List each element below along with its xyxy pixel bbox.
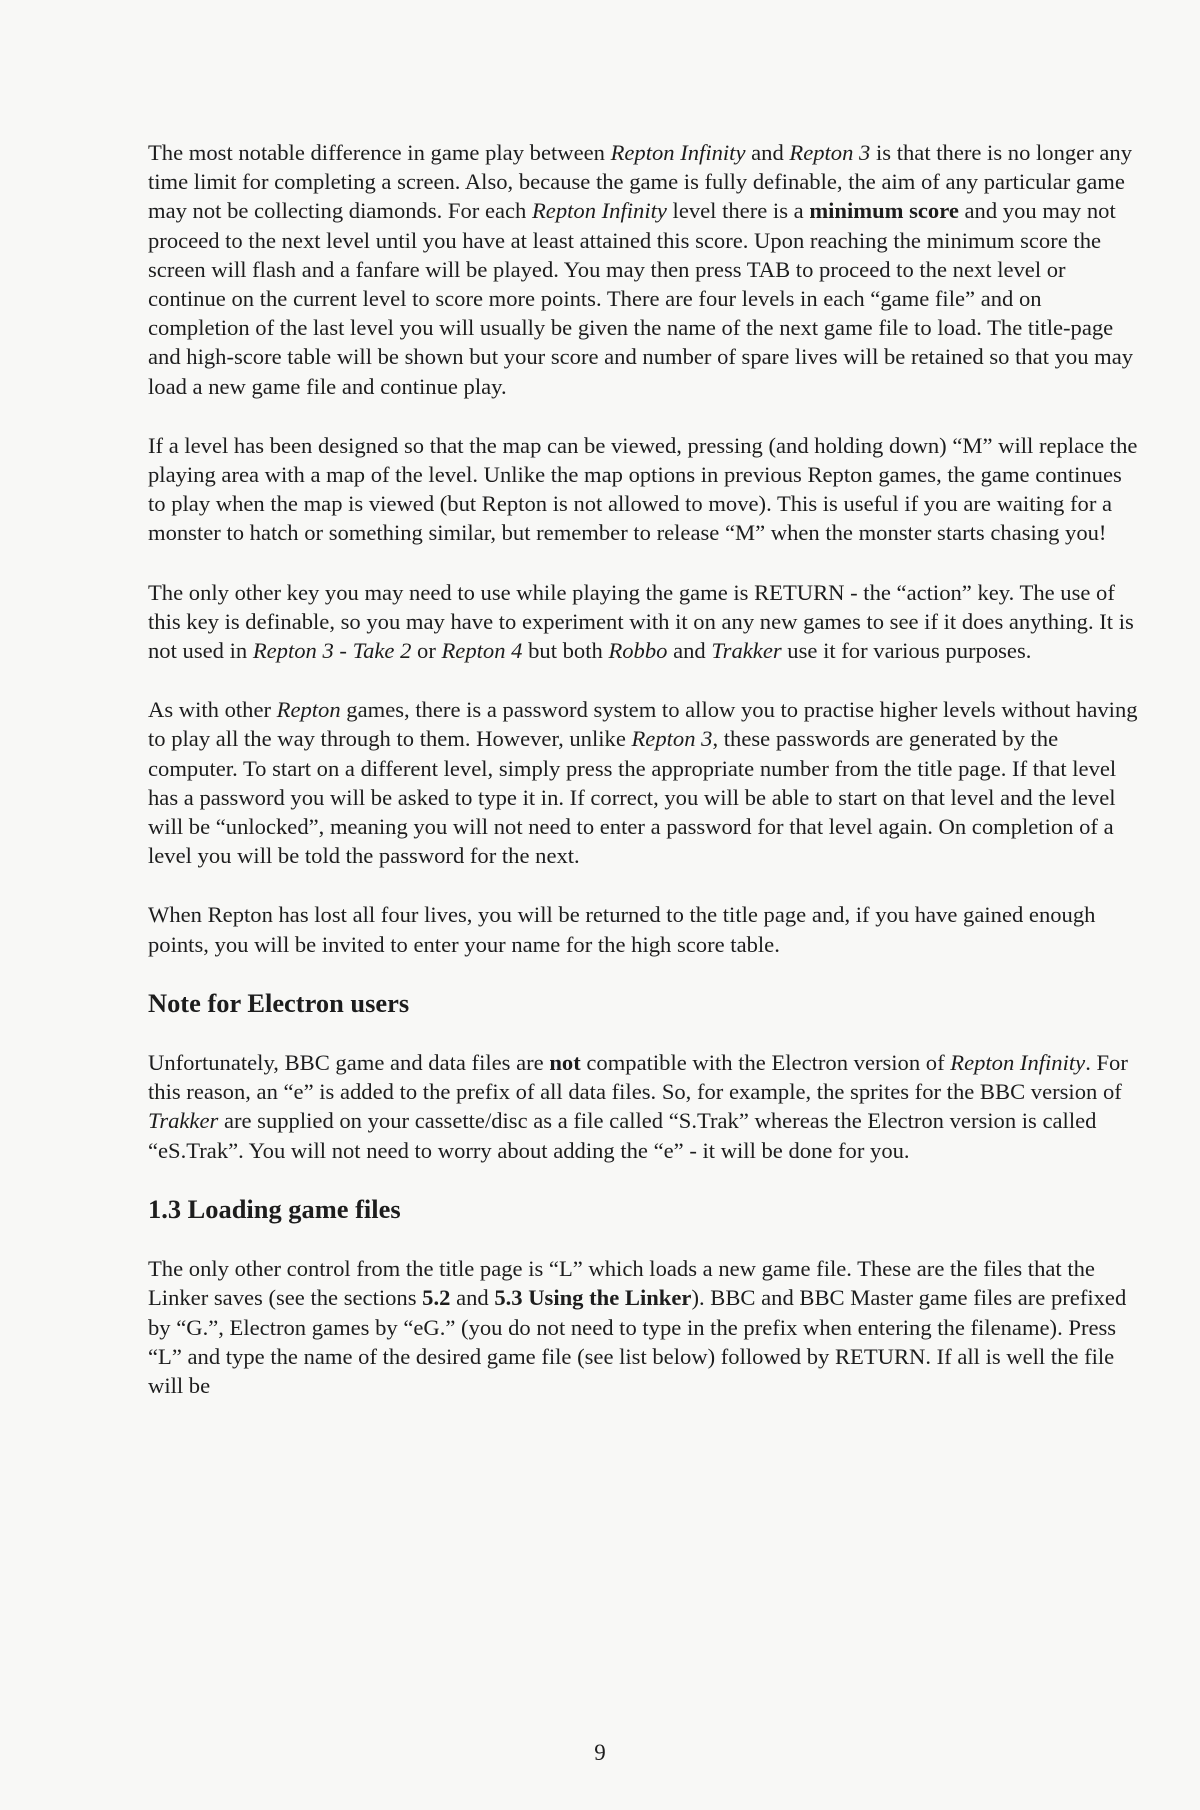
italic-title-text: Repton Infinity [532, 198, 667, 224]
paragraph-lives-lost: When Repton has lost all four lives, you will be returned to the title page and, if you have gained enough points, you will be invited to enter your name for the high score table. [148, 902, 1096, 957]
italic-title-text: Repton 3 [631, 726, 713, 752]
italic-title-text: Repton [276, 697, 341, 723]
paragraph-action-key: The only other key you may need to use while playing the game is RETURN - the “action” key. The use of this key is definable, so you may have to experiment with it on any new games to see if it does anything. It is not used in Repton 3 - Take 2 or Repton 4 but both Robbo and Trakker use it for various purposes. [148, 579, 1134, 664]
italic-title-text: Repton Infinity [610, 140, 746, 165]
paragraph-loading-files: The only other control from the title page is “L” which loads a new game file. These are the files that the Linker saves (see the sections 5.2 and 5.3 Using the Linker). BBC and BBC Master game files are prefixed by “G.”, Electron games by “eG.” (you do not need to type in the prefix when entering the filename). Press “L” and type the name of the desired game file (see list below) followed by RETURN. If all is well the file will be [148, 1256, 1127, 1398]
italic-title-text: Trakker [711, 638, 782, 664]
paragraph-gameplay-differences: The most notable difference in game play between Repton Infinity and Repton 3 is that there is no longer any time limit for completing a screen. Also, because the game is fully definable, the aim of any particular game may not be collecting diamonds. For each Repton Infinity level there is a minimum score and you may not proceed to the next level until you have at least attained this score. Upon reaching the minimum score the screen will flash and a fanfare will be played. You may then press TAB to proceed to the next level or continue on the current level to score more points. There are four levels in each “game file” and on completion of the last level you will usually be given the name of the next game file to load. The title-page and high-score table will be shown but your score and number of spare lives will be retained so that you may load a new game file and continue play. [148, 140, 1134, 399]
italic-title-text: Repton 4 [441, 638, 523, 664]
page-number: 9 [594, 1740, 606, 1765]
bold-emphasis-text: 5.2 [422, 1285, 451, 1311]
heading-loading-game-files: 1.3 Loading game files [148, 1193, 401, 1224]
italic-title-text: Repton Infinity [950, 1050, 1086, 1076]
paragraph-passwords: As with other Repton games, there is a password system to allow you to practise higher levels without having to play all the way through to them. However, unlike Repton 3, these passwords are generated by the computer. To start on a different level, simply press the appropriate number from the title page. If that level has a password you will be asked to type it in. If correct, you will be able to start on that level and the level will be “unlocked”, meaning you will not need to enter a password for that level again. On completion of a level you will be told the password for the next. [148, 697, 1138, 869]
italic-title-text: Repton 3 - Take 2 [252, 638, 412, 664]
heading-electron-users: Note for Electron users [148, 987, 410, 1018]
page-body [148, 138, 1138, 1430]
italic-title-text: Trakker [148, 1108, 219, 1134]
bold-emphasis-text: 5.3 Using the Linker [494, 1285, 692, 1311]
italic-title-text: Repton 3 [789, 140, 871, 165]
bold-emphasis-text: minimum score [809, 198, 959, 224]
italic-title-text: Robbo [608, 638, 668, 664]
paragraph-map-view: If a level has been designed so that the map can be viewed, pressing (and holding down) “M” will replace the playing area with a map of the level. Unlike the map options in previous Repton games, the game continues to play when the map is viewed (but Repton is not allowed to move). This is useful if you are waiting for a monster to hatch or something similar, but remember to release “M” when the monster starts chasing you! [148, 432, 1138, 546]
bold-emphasis-text: not [549, 1050, 581, 1076]
paragraph-electron-compatibility: Unfortunately, BBC game and data files are not compatible with the Electron version of Repton Infinity. For this reason, an “e” is added to the prefix of all data files. So, for example, the sprites for the BBC version of Trakker are supplied on your cassette/disc as a file called “S.Trak” whereas the Electron version is called “eS.Trak”. You will not need to worry about adding the “e” - it will be done for you. [148, 1050, 1128, 1163]
